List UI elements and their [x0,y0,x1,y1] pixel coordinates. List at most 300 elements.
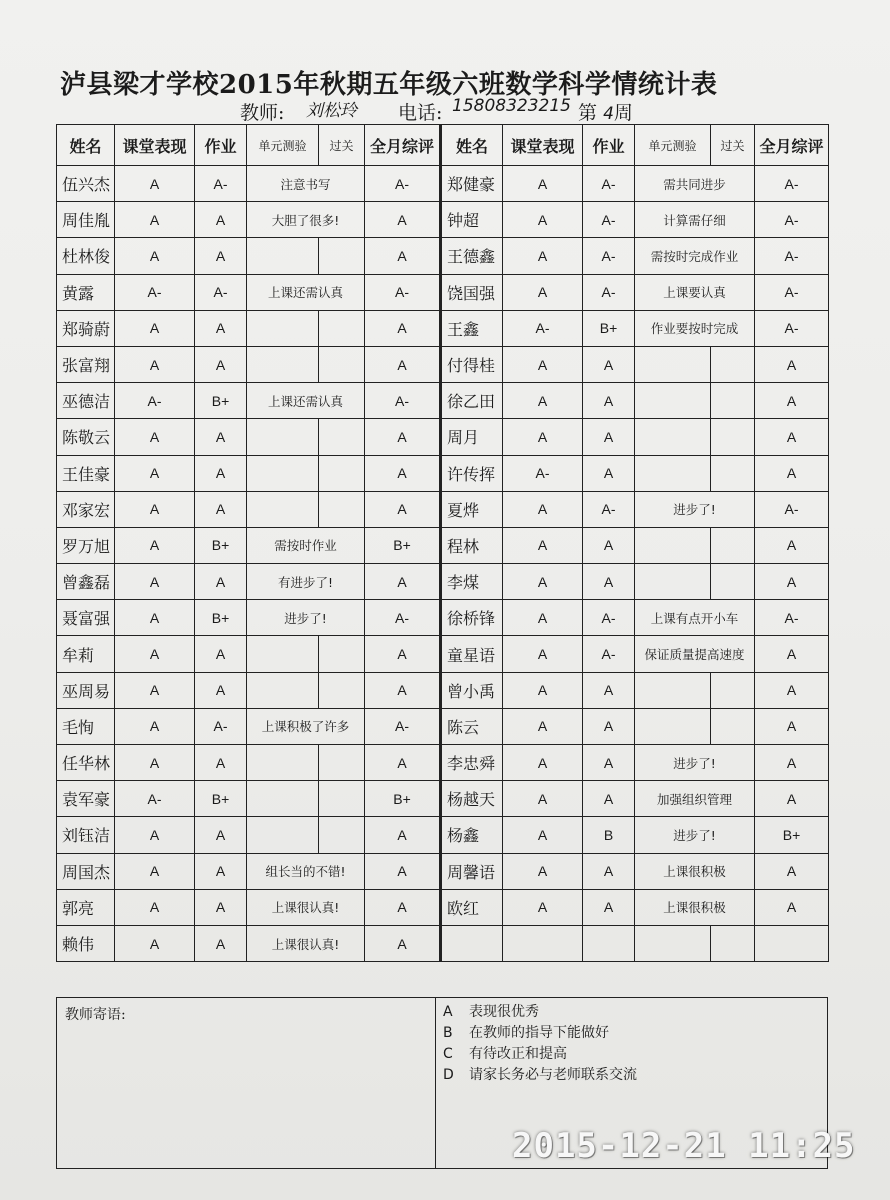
unit-test-comment: 进步了! [247,600,365,636]
pass-cell [711,455,755,491]
class-grade: A [503,708,583,744]
homework-grade: B+ [195,600,247,636]
class-grade: A [115,889,195,925]
student-name: 曾小禹 [441,672,503,708]
unit-test-cell [635,708,711,744]
homework-grade: A [583,383,635,419]
class-grade: A [115,708,195,744]
overall-grade: A [365,202,441,238]
class-grade: A [115,745,195,781]
table-row [57,383,829,419]
overall-grade: A [365,817,441,853]
student-name: 毛恂 [57,708,115,744]
overall-grade: A [365,853,441,889]
student-name: 饶国强 [441,274,503,310]
table-row [57,925,829,961]
class-grade: A [503,745,583,781]
unit-test-comment: 上课积极了许多 [247,708,365,744]
legend-key: D [443,1067,454,1083]
unit-test-cell [635,383,711,419]
homework-grade: A [195,745,247,781]
pass-cell [319,672,365,708]
header-unit-test: 单元测验 [247,125,319,166]
class-grade: A [115,346,195,382]
unit-test-comment: 进步了! [635,817,755,853]
overall-grade: A [365,310,441,346]
class-grade: A [503,636,583,672]
student-name: 陈云 [441,708,503,744]
class-grade: A [503,600,583,636]
overall-grade: A [755,745,829,781]
unit-test-comment: 进步了! [635,491,755,527]
unit-test-cell [635,455,711,491]
student-name: 邓家宏 [57,491,115,527]
overall-grade: A [365,889,441,925]
legend-item [443,1002,637,1023]
class-grade: A- [115,383,195,419]
overall-grade: A [755,455,829,491]
legend-key: C [443,1046,453,1062]
student-name: 聂富强 [57,600,115,636]
unit-test-cell [635,419,711,455]
unit-test-comment: 需共同进步 [635,166,755,202]
overall-grade: A [365,636,441,672]
unit-test-cell [247,672,319,708]
homework-grade: A [195,419,247,455]
homework-grade: A [583,745,635,781]
homework-grade: A [195,925,247,961]
class-grade: A [503,166,583,202]
unit-test-cell [635,925,711,961]
homework-grade: A [195,202,247,238]
unit-test-comment: 上课还需认真 [247,274,365,310]
student-name: 张富翔 [57,346,115,382]
class-grade: A [503,202,583,238]
grade-legend [443,1002,637,1086]
week-prefix: 第 [578,102,598,124]
unit-test-comment: 组长当的不错! [247,853,365,889]
pass-cell [711,419,755,455]
student-name: 任华林 [57,745,115,781]
student-name: 罗万旭 [57,527,115,563]
student-name: 周月 [441,419,503,455]
header-pass: 过关 [711,125,755,166]
class-grade: A [115,527,195,563]
table-row [57,274,829,310]
table-row [57,745,829,781]
overall-grade: A [365,564,441,600]
unit-test-comment: 需按时作业 [247,527,365,563]
table-row [57,600,829,636]
pass-cell [319,455,365,491]
legend-item [443,1023,637,1044]
overall-grade: A [755,636,829,672]
pass-cell [319,238,365,274]
overall-grade: A- [365,708,441,744]
homework-grade: A- [583,600,635,636]
teacher-label: 教师: [240,102,285,124]
overall-grade: A- [365,166,441,202]
header-homework: 作业 [195,125,247,166]
student-name: 郭亮 [57,889,115,925]
class-grade: A [503,853,583,889]
homework-grade: A [583,853,635,889]
student-name: 李忠舜 [441,745,503,781]
student-name: 巫德洁 [57,383,115,419]
unit-test-cell [635,346,711,382]
header-name: 姓名 [57,125,115,166]
class-grade: A [503,274,583,310]
table-row [57,202,829,238]
overall-grade: A [365,455,441,491]
homework-grade: A [583,889,635,925]
student-name: 黄露 [57,274,115,310]
homework-grade: A [583,708,635,744]
week-number: 4 [603,104,614,124]
unit-test-comment: 计算需仔细 [635,202,755,238]
overall-grade: A [755,708,829,744]
pass-cell [711,383,755,419]
pass-cell [319,491,365,527]
unit-test-comment: 作业要按时完成 [635,310,755,346]
legend-item [443,1065,637,1086]
class-grade: A [115,636,195,672]
overall-grade: A [365,745,441,781]
unit-test-comment: 上课要认真 [635,274,755,310]
homework-grade: A [583,564,635,600]
sheet-title: 泸县梁才学校2015年秋期五年级六班数学科学情统计表 [60,70,718,100]
unit-test-comment: 保证质量提高速度 [635,636,755,672]
student-name: 李煤 [441,564,503,600]
student-name: 徐乙田 [441,383,503,419]
unit-test-cell [635,672,711,708]
homework-grade: A [583,346,635,382]
student-name: 徐桥锋 [441,600,503,636]
class-grade: A [115,419,195,455]
overall-grade: A- [365,600,441,636]
homework-grade: A- [583,202,635,238]
class-grade: A [115,491,195,527]
homework-grade: A- [195,274,247,310]
overall-grade: A [365,491,441,527]
unit-test-comment: 大胆了很多! [247,202,365,238]
homework-grade: B+ [195,383,247,419]
pass-cell [711,527,755,563]
legend-key: A [443,1004,453,1020]
class-grade: A [115,925,195,961]
class-grade: A- [503,310,583,346]
teacher-name: 刘松玲 [306,101,357,121]
overall-grade: A- [365,274,441,310]
class-grade: A [503,672,583,708]
table-row [57,636,829,672]
overall-grade: A [365,238,441,274]
legend-text: 表现很优秀 [469,1004,539,1020]
legend-item [443,1044,637,1065]
homework-grade: A [195,672,247,708]
overall-grade: A [755,419,829,455]
class-grade: A [115,202,195,238]
legend-text: 在教师的指导下能做好 [469,1025,609,1041]
student-name: 王鑫 [441,310,503,346]
student-name: 王佳豪 [57,455,115,491]
unit-test-cell [247,781,319,817]
student-name: 巫周易 [57,672,115,708]
class-grade: A [503,817,583,853]
homework-grade [583,925,635,961]
overall-grade: B+ [755,817,829,853]
table-row [57,238,829,274]
student-name: 杜林俊 [57,238,115,274]
student-name [441,925,503,961]
homework-grade: A- [583,274,635,310]
unit-test-cell [247,817,319,853]
homework-grade: A [195,889,247,925]
table-row [57,672,829,708]
class-grade: A- [115,781,195,817]
unit-test-cell [635,564,711,600]
unit-test-comment: 有进步了! [247,564,365,600]
student-name: 牟莉 [57,636,115,672]
unit-test-cell [247,636,319,672]
overall-grade: A- [755,166,829,202]
unit-test-cell [247,238,319,274]
header-overall: 全月综评 [365,125,441,166]
unit-test-cell [247,455,319,491]
class-grade: A [115,600,195,636]
table-row [57,419,829,455]
student-name: 杨鑫 [441,817,503,853]
unit-test-cell [247,745,319,781]
header-row [57,125,829,166]
overall-grade: A- [755,491,829,527]
overall-grade [755,925,829,961]
homework-grade: A [195,310,247,346]
student-name: 曾鑫磊 [57,564,115,600]
header-pass: 过关 [319,125,365,166]
overall-grade: A [755,853,829,889]
student-name: 周佳胤 [57,202,115,238]
overall-grade: A [365,419,441,455]
class-grade: A [503,238,583,274]
homework-grade: A [195,636,247,672]
header-unit-test: 单元测验 [635,125,711,166]
class-grade: A- [115,274,195,310]
overall-grade: A- [755,274,829,310]
homework-grade: B+ [195,781,247,817]
pass-cell [711,672,755,708]
unit-test-cell [247,419,319,455]
overall-grade: A- [755,202,829,238]
homework-grade: A [583,455,635,491]
class-grade: A [503,889,583,925]
header-class: 课堂表现 [115,125,195,166]
week-suffix: 周 [613,102,633,124]
table-row [57,166,829,202]
student-name: 付得桂 [441,346,503,382]
unit-test-comment: 上课很积极 [635,889,755,925]
class-grade: A [115,672,195,708]
homework-grade: A [583,527,635,563]
pass-cell [319,781,365,817]
pass-cell [319,745,365,781]
class-grade [503,925,583,961]
pass-cell [711,564,755,600]
student-name: 郑骑蔚 [57,310,115,346]
teacher-comment-label: 教师寄语: [65,1007,126,1023]
overall-grade: A- [755,600,829,636]
student-name: 周馨语 [441,853,503,889]
class-grade: A [503,383,583,419]
overall-grade: A- [755,310,829,346]
homework-grade: A [195,564,247,600]
header-overall: 全月综评 [755,125,829,166]
pass-cell [319,419,365,455]
overall-grade: A [365,925,441,961]
class-grade: A [503,419,583,455]
table-row [57,564,829,600]
student-name: 杨越天 [441,781,503,817]
class-grade: A [115,310,195,346]
homework-grade: A- [583,491,635,527]
class-grade: A [115,564,195,600]
overall-grade: A [365,672,441,708]
overall-grade: A [755,781,829,817]
class-grade: A [115,817,195,853]
unit-test-comment: 需按时完成作业 [635,238,755,274]
unit-test-comment: 上课还需认真 [247,383,365,419]
pass-cell [319,817,365,853]
homework-grade: A [583,419,635,455]
box-divider [435,998,436,1168]
homework-grade: A [195,853,247,889]
unit-test-comment: 进步了! [635,745,755,781]
table-row [57,455,829,491]
homework-grade: A- [195,708,247,744]
pass-cell [319,346,365,382]
class-grade: A [503,346,583,382]
overall-grade: A [755,889,829,925]
student-name: 王德鑫 [441,238,503,274]
legend-text: 请家长务必与老师联系交流 [469,1067,637,1083]
class-grade: A [503,564,583,600]
unit-test-comment: 上课有点开小车 [635,600,755,636]
overall-grade: A- [755,238,829,274]
student-name: 许传挥 [441,455,503,491]
overall-grade: A [755,564,829,600]
header-homework: 作业 [583,125,635,166]
overall-grade: A- [365,383,441,419]
class-grade: A [503,527,583,563]
student-name: 钟超 [441,202,503,238]
pass-cell [319,636,365,672]
overall-grade: A [365,346,441,382]
student-name: 赖伟 [57,925,115,961]
overall-grade: B+ [365,527,441,563]
unit-test-comment: 上课很认真! [247,889,365,925]
homework-grade: A- [583,166,635,202]
student-name: 袁军豪 [57,781,115,817]
overall-grade: B+ [365,781,441,817]
homework-grade: A- [195,166,247,202]
overall-grade: A [755,672,829,708]
unit-test-comment: 上课很积极 [635,853,755,889]
table-row [57,708,829,744]
homework-grade: A [583,672,635,708]
table-row [57,527,829,563]
class-grade: A [115,238,195,274]
student-name: 夏烨 [441,491,503,527]
homework-grade: B [583,817,635,853]
table-row [57,817,829,853]
class-grade: A [115,166,195,202]
overall-grade: A [755,346,829,382]
homework-grade: A- [583,636,635,672]
unit-test-comment: 加强组织管理 [635,781,755,817]
student-name: 伍兴杰 [57,166,115,202]
homework-grade: A [195,238,247,274]
pass-cell [711,925,755,961]
table-row [57,310,829,346]
phone-label: 电话: [398,102,443,124]
student-name: 童星语 [441,636,503,672]
legend-text: 有待改正和提高 [469,1046,567,1062]
phone-value: 15808323215 [452,96,571,116]
homework-grade: A [195,491,247,527]
overall-grade: A [755,383,829,419]
pass-cell [711,708,755,744]
student-name: 陈敬云 [57,419,115,455]
table-row [57,491,829,527]
grade-table [56,124,829,962]
student-name: 程林 [441,527,503,563]
class-grade: A [115,853,195,889]
week-label [578,98,633,125]
class-grade: A- [503,455,583,491]
table-row [57,853,829,889]
table-row [57,781,829,817]
homework-grade: A- [583,238,635,274]
overall-grade: A [755,527,829,563]
class-grade: A [503,781,583,817]
pass-cell [711,346,755,382]
unit-test-cell [247,346,319,382]
unit-test-cell [247,491,319,527]
unit-test-cell [247,310,319,346]
homework-grade: B+ [583,310,635,346]
student-name: 欧红 [441,889,503,925]
student-name: 周国杰 [57,853,115,889]
homework-grade: A [195,455,247,491]
unit-test-comment: 注意书写 [247,166,365,202]
student-name: 刘钰洁 [57,817,115,853]
header-name: 姓名 [441,125,503,166]
table-row [57,889,829,925]
pass-cell [319,310,365,346]
class-grade: A [115,455,195,491]
unit-test-cell [635,527,711,563]
homework-grade: A [195,346,247,382]
homework-grade: A [583,781,635,817]
unit-test-comment: 上课很认真! [247,925,365,961]
legend-key: B [443,1025,453,1041]
student-name: 郑健豪 [441,166,503,202]
table-row [57,346,829,382]
homework-grade: A [195,817,247,853]
photo-timestamp: 2015-12-21 11:25 [512,1126,856,1166]
header-class: 课堂表现 [503,125,583,166]
homework-grade: B+ [195,527,247,563]
